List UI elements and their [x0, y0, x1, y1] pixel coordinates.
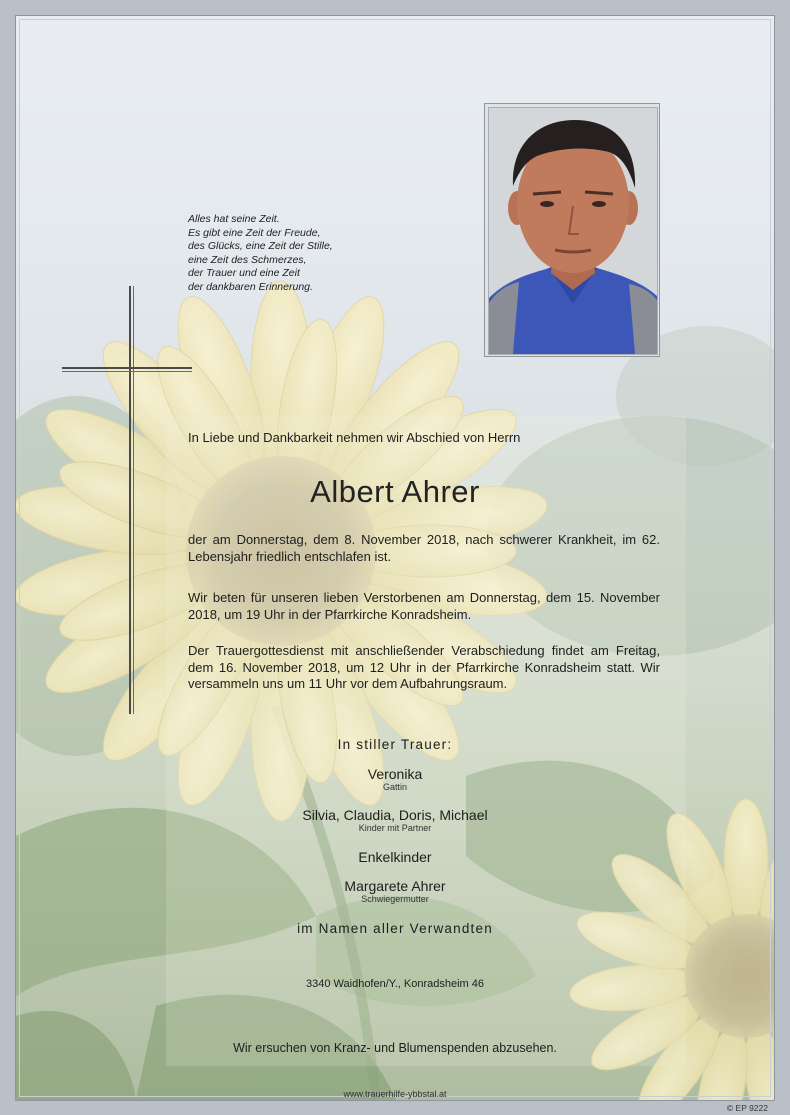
- family-name: Margarete Ahrer: [344, 878, 446, 894]
- funeral-service-paragraph: Der Trauergottesdienst mit anschließender Verabschiedung findet am Freitag, dem 16. November 2018, um 12 Uhr in der Pfarrkirche Konradsheim statt. Wir versammeln uns um 11 Uhr vor dem Aufbahrungsraum.: [188, 643, 660, 691]
- portrait-photo: [488, 107, 658, 355]
- family-member: [16, 807, 774, 833]
- website-link[interactable]: www.trauerhilfe-ybbstal.at: [343, 1089, 447, 1099]
- family-member: [16, 878, 774, 904]
- obituary-sheet: [15, 15, 775, 1101]
- quote-line: Es gibt eine Zeit der Freude,: [188, 226, 321, 239]
- quote-line: der Trauer und eine Zeit: [188, 267, 300, 280]
- quote-line: Alles hat seine Zeit.: [188, 213, 280, 225]
- relatives-line: im Namen aller Verwandten: [297, 921, 493, 936]
- print-code: © EP 9222: [726, 1103, 768, 1113]
- quote-line: des Glücks, eine Zeit der Stille,: [188, 240, 333, 253]
- cross-icon-bar: [62, 367, 192, 369]
- prayer-paragraph: Wir beten für unseren lieben Verstorbenen am Donnerstag, dem 15. November 2018, um 19 Uhr in der Pfarrkirche Konradsheim.: [188, 590, 660, 622]
- portrait-frame: [484, 103, 660, 357]
- cross-icon-bar-line: [62, 371, 192, 372]
- quote-line: der dankbaren Erinnerung.: [188, 280, 313, 293]
- quote-line: eine Zeit des Schmerzes,: [188, 253, 307, 266]
- death-notice-paragraph: der am Donnerstag, dem 8. November 2018, nach schwerer Krankheit, im 62. Lebensjahr friedlich entschlafen ist.: [188, 532, 660, 564]
- family-member: [16, 766, 774, 792]
- family-name: Silvia, Claudia, Doris, Michael: [302, 807, 488, 823]
- family-relation: Schwiegermutter: [361, 894, 429, 904]
- memorial-quote: [188, 213, 398, 295]
- donation-request: Wir ersuchen von Kranz- und Blumenspenden abzusehen.: [233, 1041, 557, 1055]
- intro-text: In Liebe und Dankbarkeit nehmen wir Abschied von Herrn: [188, 430, 521, 445]
- deceased-name: Albert Ahrer: [310, 474, 480, 509]
- family-relation: Gattin: [382, 782, 407, 792]
- family-relation: Kinder mit Partner: [358, 823, 432, 833]
- family-member: [16, 849, 774, 865]
- address: 3340 Waidhofen/Y., Konradsheim 46: [306, 978, 484, 990]
- family-name: Enkelkinder: [358, 849, 432, 865]
- family-name: Veronika: [367, 766, 423, 782]
- mourning-title: In stiller Trauer:: [337, 737, 453, 752]
